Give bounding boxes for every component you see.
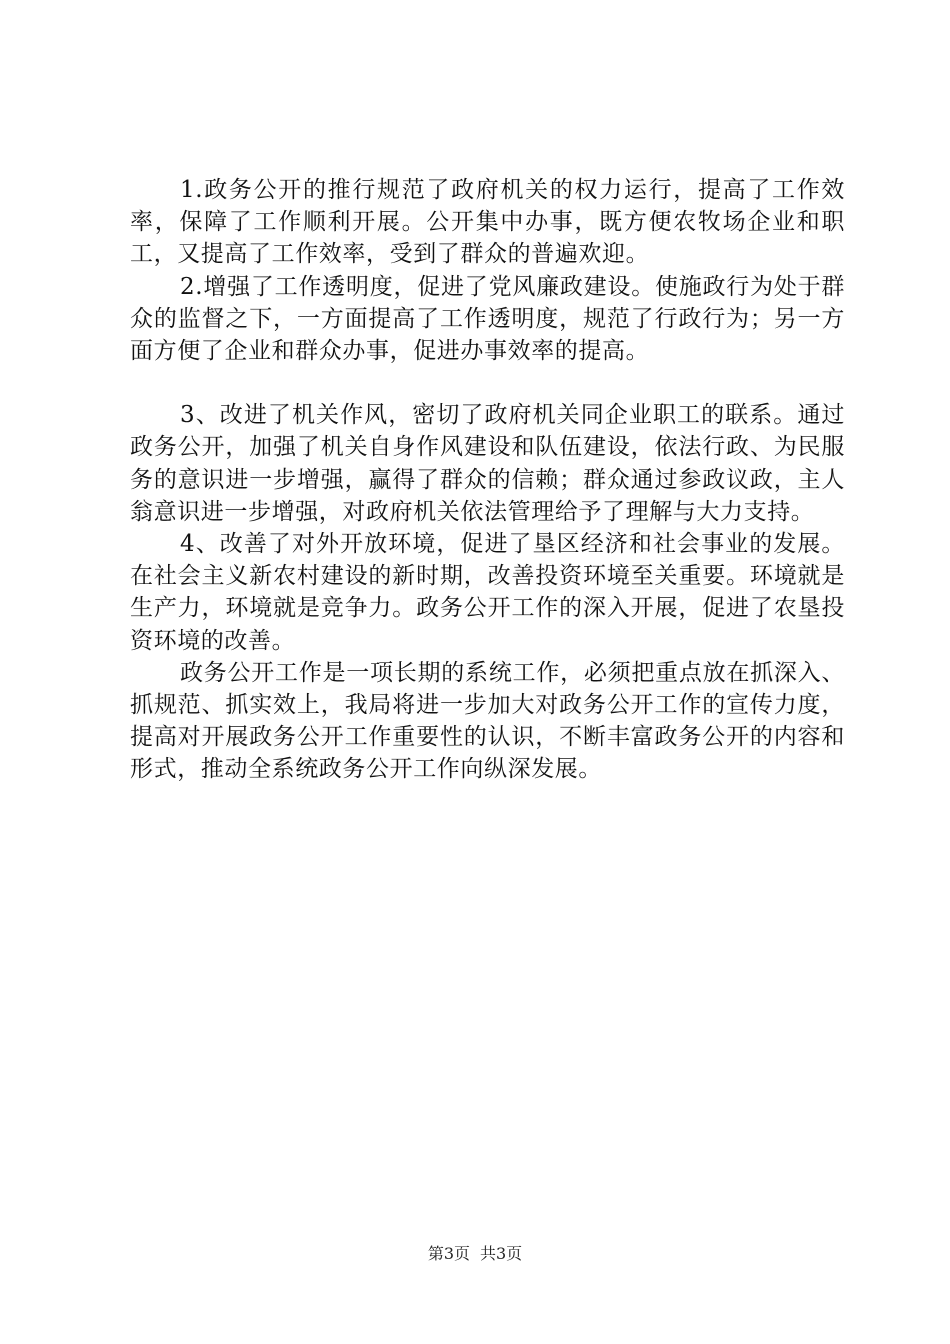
page-footer	[0, 1244, 950, 1264]
paragraph-5: 政务公开工作是一项长期的系统工作，必须把重点放在抓深入、抓规范、抓实效上，我局将进一步加大对政务公开工作的宣传力度，提高对开展政务公开工作重要性的认识，不断丰富政务公开的内容和形式，推动全系统政务公开工作向纵深发展。	[130, 659, 845, 783]
paragraph-4: 4、改善了对外开放环境，促进了垦区经济和社会事业的发展。在社会主义新农村建设的新时期，改善投资环境至关重要。环境就是生产力，环境就是竞争力。政务公开工作的深入开展，促进了农垦投资环境的改善。	[130, 531, 845, 654]
paragraph-3: 3、改进了机关作风，密切了政府机关同企业职工的联系。通过政务公开，加强了机关自身作风建设和队伍建设，依法行政、为民服务的意识进一步增强，赢得了群众的信赖；群众通过参政议政，主人翁意识进一步增强，对政府机关依法管理给予了理解与大力支持。	[130, 402, 845, 525]
page-number: 第3页	[427, 1244, 470, 1263]
paragraph-1: 1.政务公开的推行规范了政府机关的权力运行，提高了工作效率，保障了工作顺利开展。公开集中办事，既方便农牧场企业和职工，又提高了工作效率，受到了群众的普遍欢迎。	[130, 177, 845, 268]
paragraph-2: 2.增强了工作透明度，促进了党风廉政建设。使施政行为处于群众的监督之下，一方面提高了工作透明度，规范了行政行为；另一方面方便了企业和群众办事，促进办事效率的提高。	[130, 273, 845, 365]
page-total: 共3页	[480, 1244, 523, 1263]
document-body	[130, 174, 845, 786]
